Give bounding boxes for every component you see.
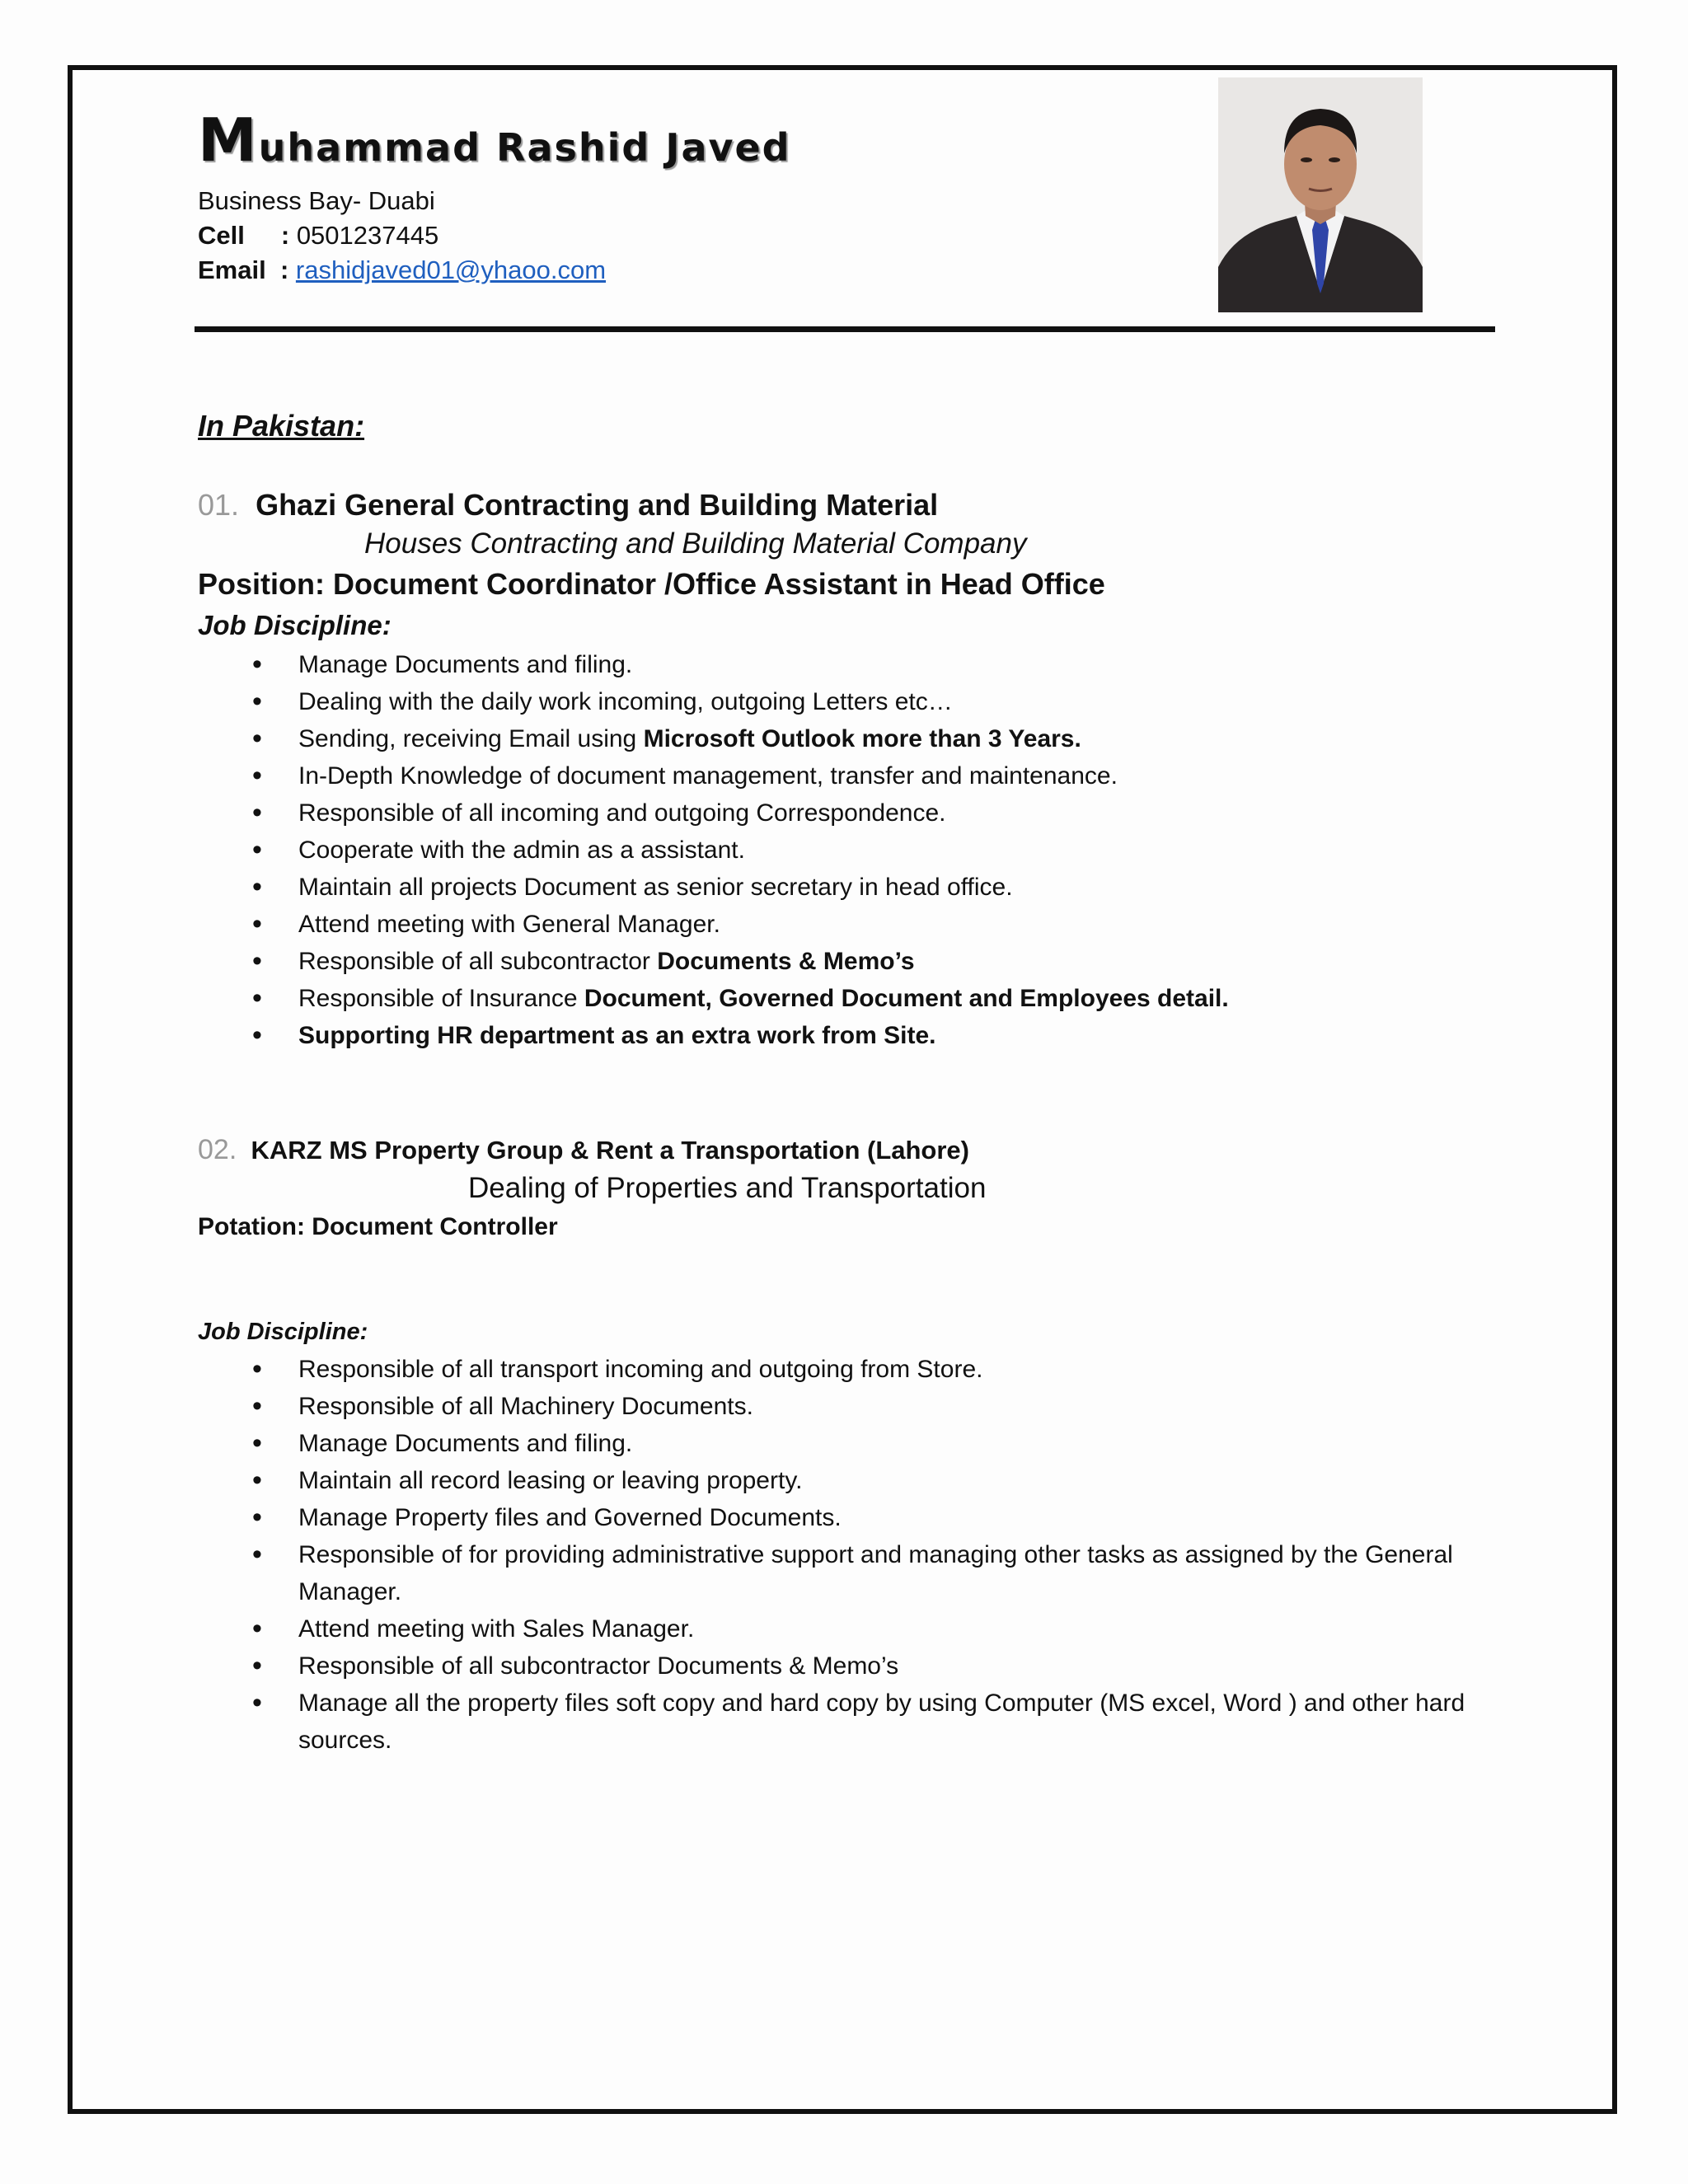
address: Business Bay- Duabi [198,186,435,215]
job2-number: 02. [198,1134,237,1165]
job2-subtitle: Dealing of Properties and Transportation [468,1172,987,1204]
list-item: • Manage Documents and filing. [252,1425,1535,1462]
email-separator: : [279,255,289,284]
list-item: • Manage all the property files soft copy and hard copy by using Computer (MS excel, Word ) and other hard sources. [252,1685,1535,1759]
job2-company: KARZ MS Property Group & Rent a Transportation (Lahore) [251,1136,969,1165]
cell-label: Cell [198,221,245,250]
job2-discipline-label: Job Discipline: [198,1319,368,1345]
list-item: • Sending, receiving Email using Microsoft Outlook more than 3 Years. [252,720,1229,757]
name-initial: M [198,105,259,175]
cell-value: 0501237445 [296,221,439,250]
job1-heading [198,488,938,523]
list-item: • Responsible of all transport incoming and outgoing from Store. [252,1351,1535,1388]
job1-subtitle: Houses Contracting and Building Material Company [364,527,1027,560]
list-item: • Maintain all record leasing or leaving property. [252,1462,1535,1499]
name-rest: uhammad Rashid Javed [258,125,791,170]
profile-photo [1218,77,1423,312]
list-item: • Manage Property files and Governed Documents. [252,1499,1535,1536]
list-item: • Maintain all projects Document as senior secretary in head office. [252,869,1229,906]
applicant-name [198,105,791,175]
list-item: • Attend meeting with Sales Manager. [252,1610,1535,1647]
list-item: • Dealing with the daily work incoming, outgoing Letters etc… [252,683,1229,720]
section-title: In Pakistan: [198,409,365,443]
cell-line [198,221,438,251]
job1-position: Position: Document Coordinator /Office Assistant in Head Office [198,567,1105,601]
job1-discipline-label: Job Discipline: [198,610,392,640]
list-item: • In-Depth Knowledge of document management, transfer and maintenance. [252,757,1229,794]
job2-position: Potation: Document Controller [198,1213,558,1240]
job1-duties-list [252,646,1229,1054]
list-item: • Responsible of all subcontractor Documents & Memo’s [252,943,1229,980]
list-item: • Manage Documents and filing. [252,646,1229,683]
email-link[interactable]: rashidjaved01@yhaoo.com [295,255,607,284]
list-item: • Responsible of all subcontractor Documents & Memo’s [252,1647,1535,1685]
list-item: • Attend meeting with General Manager. [252,906,1229,943]
list-item: • Responsible of for providing administrative support and managing other tasks as assigned by the General Manager. [252,1536,1535,1610]
email-label: Email [198,255,266,284]
page-border [68,65,1617,2114]
job2-duties-list [252,1351,1535,1759]
job1-number: 01. [198,488,240,522]
job2-heading [198,1134,969,1166]
list-item: • Responsible of all Machinery Documents. [252,1388,1535,1425]
header-divider [195,326,1495,332]
list-item: • Responsible of all incoming and outgoing Correspondence. [252,794,1229,832]
email-line [198,255,606,285]
profile-photo-image [1218,77,1423,312]
cell-separator: : [280,221,290,250]
job1-company: Ghazi General Contracting and Building Material [256,488,939,522]
list-item: • Cooperate with the admin as a assistant. [252,832,1229,869]
list-item: • Responsible of Insurance Document, Governed Document and Employees detail. [252,980,1229,1017]
list-item: • Supporting HR department as an extra work from Site. [252,1017,1229,1054]
